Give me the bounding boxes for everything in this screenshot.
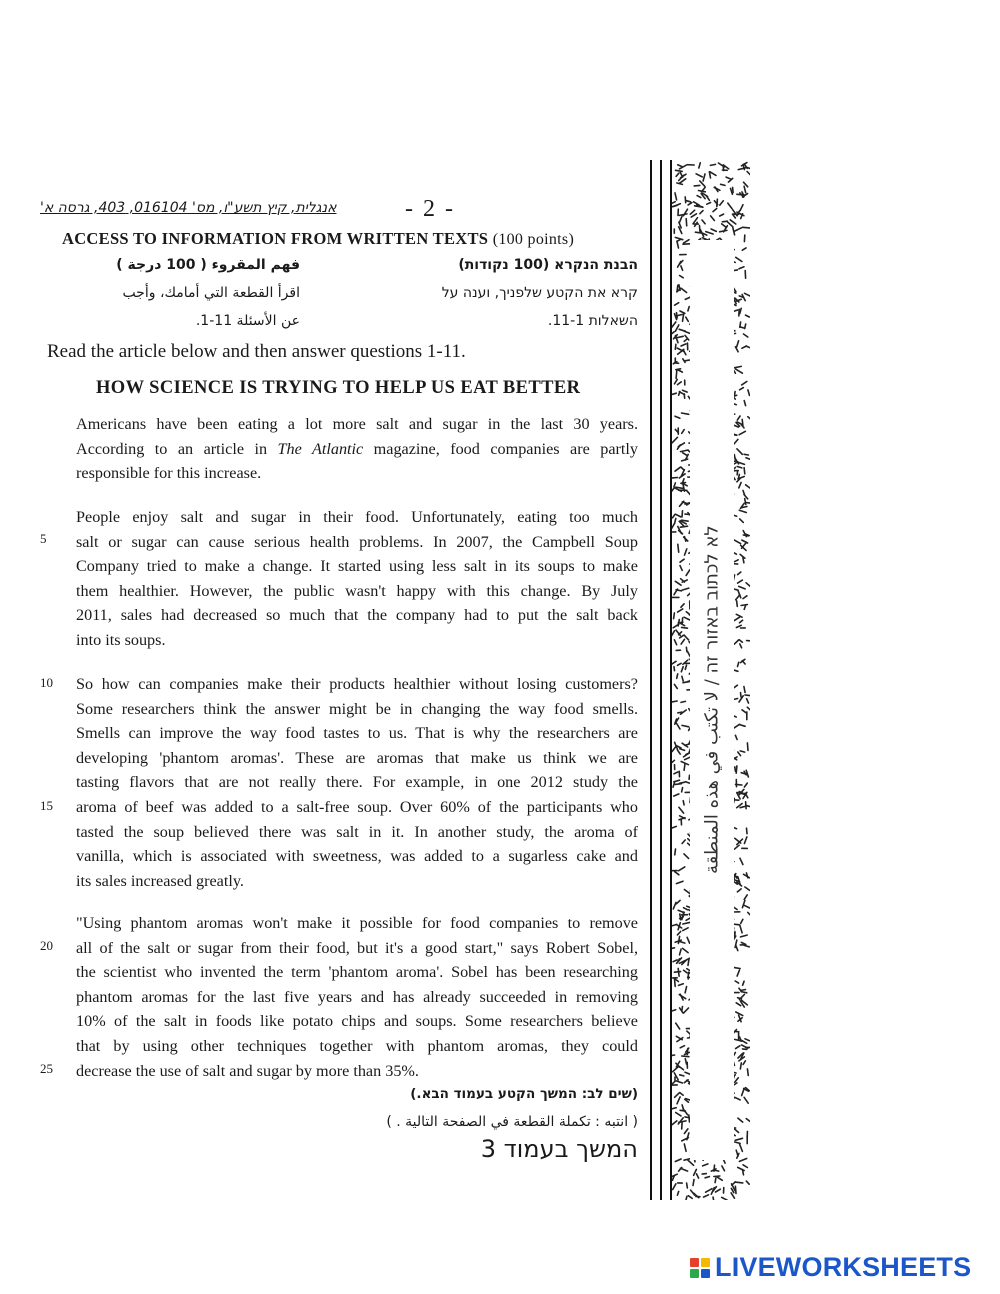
- text-line: phantom aromas for the last five years and has already succeeded in removing: [76, 987, 638, 1006]
- line-number: 20: [40, 938, 53, 953]
- logo-square: [701, 1269, 710, 1278]
- text-line: People enjoy salt and sugar in their food. Unfortunately, eating too much: [76, 508, 638, 526]
- text-line: "Using phantom aromas won't make it possible for food companies to remove: [76, 914, 638, 932]
- liveworksheets-icon: [690, 1258, 710, 1278]
- text-line: 2011, sales had decreased so much that the company had to put the salt back: [76, 606, 638, 625]
- liveworksheets-wordmark: LIVEWORKSHEETS: [715, 1252, 972, 1282]
- hebrew-instruction-line: השאלות 11-1.: [547, 313, 638, 329]
- text-line: decrease the use of salt and sugar by more than 35%.: [76, 1061, 419, 1080]
- text-line: that by using other techniques together with phantom aromas, they could: [76, 1036, 638, 1055]
- article-paragraph-1: [76, 412, 638, 486]
- article-title: HOW SCIENCE IS TRYING TO HELP US EAT BETTER: [96, 378, 581, 398]
- arabic-instruction-title: فهم المقروء ( 100 درجة ): [116, 257, 300, 273]
- text-line: responsible for this increase.: [76, 464, 262, 483]
- text-line: Company tried to make a change. It started using less salt in its soups to make: [76, 557, 638, 576]
- section-title-text: ACCESS TO INFORMATION FROM WRITTEN TEXTS: [62, 229, 489, 248]
- article-paragraph-4: [76, 911, 638, 1083]
- text-line: all of the salt or sugar from their food, but it's a good start," says Robert Sobel,: [76, 938, 638, 957]
- page-number: - 2 -: [405, 196, 455, 222]
- text-line: the scientist who invented the term 'phantom aroma'. Sobel has been researching: [76, 963, 638, 982]
- arabic-instruction-line: عن الأسئلة 11-1.: [195, 313, 300, 329]
- margin-warning-text: לא לכתוב באזור זה / لا تكتب في هذه المنطقة: [690, 240, 734, 1160]
- text-line: its sales increased greatly.: [76, 871, 244, 890]
- text-line: So how can companies make their products healthier without losing customers?: [76, 675, 638, 693]
- text-line: 10% of the salt in foods like potato chips and soups. Some researchers believe: [76, 1012, 638, 1031]
- logo-square: [690, 1258, 699, 1267]
- text-line: Smells can improve the way food tastes to us. That is why the researchers are: [76, 724, 638, 743]
- reading-instructions: Read the article below and then answer questions 1-11.: [47, 341, 466, 362]
- hebrew-instruction-title: הבנת הנקרא (100 נקודות): [458, 257, 638, 273]
- magazine-name: The Atlantic: [277, 439, 364, 458]
- text-line: aroma of beef was added to a salt-free soup. Over 60% of the participants who: [76, 797, 638, 816]
- hebrew-instruction-line: קרא את הקטע שלפניך, וענה על: [441, 285, 638, 301]
- section-points: (100 points): [492, 231, 575, 248]
- exam-code-header: אנגלית, קיץ תשע"ו, מס' 016104, 403, גרסה א': [40, 200, 337, 216]
- line-number: 5: [40, 531, 47, 546]
- text-line: tasting flavors that are not really there. For example, in one 2012 study the: [76, 773, 638, 792]
- text-line: salt or sugar can cause serious health problems. In 2007, the Campbell Soup: [76, 532, 638, 551]
- line-number: 10: [40, 675, 53, 690]
- text-line: Some researchers think the answer might be in changing the way food smells.: [76, 699, 638, 718]
- logo-square: [701, 1258, 710, 1267]
- text-line: them healthier. However, the public wasn't happy with this change. By July: [76, 581, 638, 600]
- section-title: [62, 229, 574, 249]
- margin-border-lines: [660, 160, 672, 1200]
- line-number: 15: [40, 798, 53, 813]
- text-line: Americans have been eating a lot more salt and sugar in the last 30 years.: [76, 415, 638, 433]
- article-paragraph-2: [76, 505, 638, 653]
- text-line: into its soups.: [76, 630, 166, 649]
- text-line: According to an article in The Atlantic magazine, food companies are partly: [76, 439, 638, 458]
- text-line: tasted the soup believed there was salt in it. In another study, the aroma of: [76, 822, 638, 841]
- liveworksheets-logo: [690, 1252, 971, 1283]
- text-line: developing 'phantom aromas'. These are aromas that make us think we are: [76, 748, 638, 767]
- line-number: 25: [40, 1061, 53, 1076]
- logo-square: [690, 1269, 699, 1278]
- arabic-instruction-line: اقرأ القطعة التي أمامك، وأجب: [122, 285, 300, 301]
- continuation-note-arabic: ( انتبه : تكملة القطعة في الصفحة التالية . ): [386, 1114, 638, 1130]
- continuation-note-hebrew: (שים לב: המשך הקטע בעמוד הבא.): [410, 1086, 638, 1102]
- article-paragraph-3: [76, 672, 638, 893]
- text-line: vanilla, which is associated with sweetness, was added to a sugarless cake and: [76, 847, 638, 866]
- continued-on-page: המשך בעמוד 3: [480, 1135, 638, 1163]
